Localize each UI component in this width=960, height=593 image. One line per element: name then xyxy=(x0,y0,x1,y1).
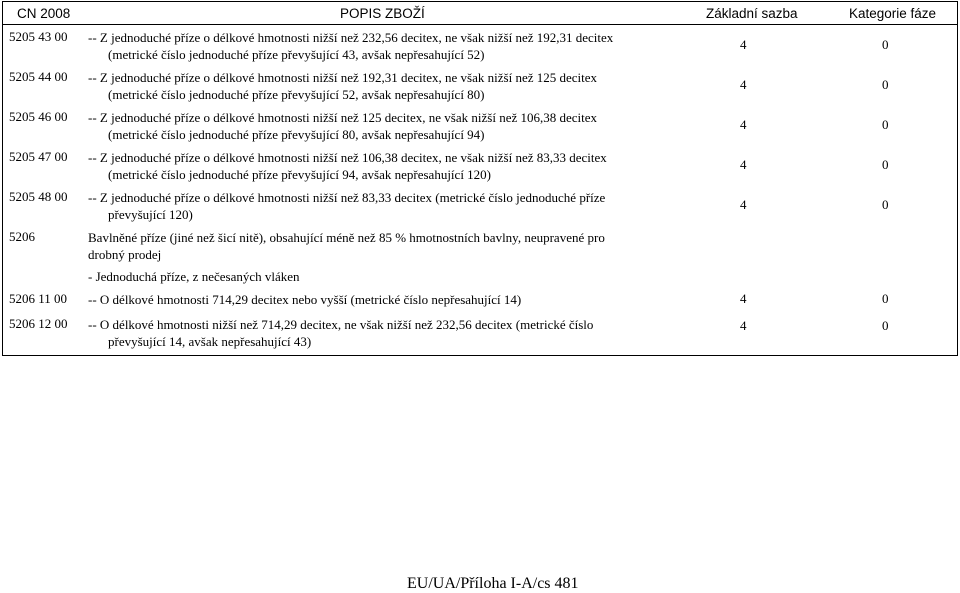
row-desc-line2: drobný prodej xyxy=(88,247,162,262)
row-category: 0 xyxy=(882,77,889,92)
row-rate: 4 xyxy=(740,77,747,92)
row-description xyxy=(88,268,648,285)
row-category: 0 xyxy=(882,117,889,132)
row-code: 5205 43 00 xyxy=(9,29,68,44)
row-rate: 4 xyxy=(740,157,747,172)
row-description xyxy=(88,149,648,183)
header-kategorie: Kategorie fáze xyxy=(849,6,937,21)
row-code: 5205 47 00 xyxy=(9,149,68,164)
row-rate: 4 xyxy=(740,291,747,306)
row-category: 0 xyxy=(882,197,889,212)
row-code: 5206 11 00 xyxy=(9,291,68,306)
row-category: 0 xyxy=(882,318,889,333)
table-header xyxy=(2,1,958,25)
row-code: 5205 44 00 xyxy=(9,69,68,84)
row-description xyxy=(88,69,648,103)
row-category: 0 xyxy=(882,157,889,172)
row-description xyxy=(88,291,728,308)
row-category: 0 xyxy=(882,37,889,52)
row-description xyxy=(88,316,728,350)
row-desc-line1: -- O délkové hmotnosti 714,29 decitex nebo vyšší (metrické číslo nepřesahující 14) xyxy=(88,292,522,307)
row-description xyxy=(88,189,648,223)
row-desc-line1: - Jednoduchá příze, z nečesaných vláken xyxy=(88,269,300,284)
row-code: 5206 xyxy=(9,229,35,244)
row-description xyxy=(88,229,648,263)
row-desc-line2: převyšující 14, avšak nepřesahující 43) xyxy=(108,334,312,349)
row-description xyxy=(88,109,648,143)
row-rate: 4 xyxy=(740,197,747,212)
row-desc-line2: (metrické číslo jednoduché příze převyšující 94, avšak nepřesahující 120) xyxy=(108,167,492,182)
row-category: 0 xyxy=(882,291,889,306)
row-code: 5205 46 00 xyxy=(9,109,68,124)
row-desc-line1: -- Z jednoduché příze o délkové hmotnosti nižší než 192,31 decitex, ne však nižší než 125 decitex xyxy=(88,70,598,85)
row-desc-line1: -- O délkové hmotnosti nižší než 714,29 decitex, ne však nižší než 232,56 decitex (metrické číslo xyxy=(88,317,594,332)
header-popis: POPIS ZBOŽÍ xyxy=(340,6,425,21)
row-rate: 4 xyxy=(740,117,747,132)
row-desc-line1: -- Z jednoduché příze o délkové hmotnosti nižší než 232,56 decitex, ne však nižší než 192,31 decitex xyxy=(88,30,614,45)
row-rate: 4 xyxy=(740,37,747,52)
row-desc-line1: -- Z jednoduché příze o délkové hmotnosti nižší než 125 decitex, ne však nižší než 106,38 decitex xyxy=(88,110,598,125)
row-desc-line2: (metrické číslo jednoduché příze převyšující 43, avšak nepřesahující 52) xyxy=(108,47,485,62)
row-desc-line2: převyšující 120) xyxy=(108,207,193,222)
page-footer: EU/UA/Příloha I-A/cs 481 xyxy=(407,575,579,592)
header-sazba: Základní sazba xyxy=(706,6,798,21)
row-rate: 4 xyxy=(740,318,747,333)
row-description xyxy=(88,29,648,63)
row-desc-line2: (metrické číslo jednoduché příze převyšující 52, avšak nepřesahující 80) xyxy=(108,87,485,102)
row-desc-line1: -- Z jednoduché příze o délkové hmotnosti nižší než 83,33 decitex (metrické číslo jednoduché příze xyxy=(88,190,606,205)
row-desc-line2: (metrické číslo jednoduché příze převyšující 80, avšak nepřesahující 94) xyxy=(108,127,485,142)
header-cn: CN 2008 xyxy=(17,6,71,21)
row-desc-line1: -- Z jednoduché příze o délkové hmotnosti nižší než 106,38 decitex, ne však nižší než 83,33 decitex xyxy=(88,150,607,165)
row-code: 5206 12 00 xyxy=(9,316,68,331)
row-code: 5205 48 00 xyxy=(9,189,68,204)
row-desc-line1: Bavlněné příze (jiné než šicí nitě), obsahující méně než 85 % hmotnostních bavlny, neupravené pro xyxy=(88,230,605,245)
table-body xyxy=(2,25,958,356)
